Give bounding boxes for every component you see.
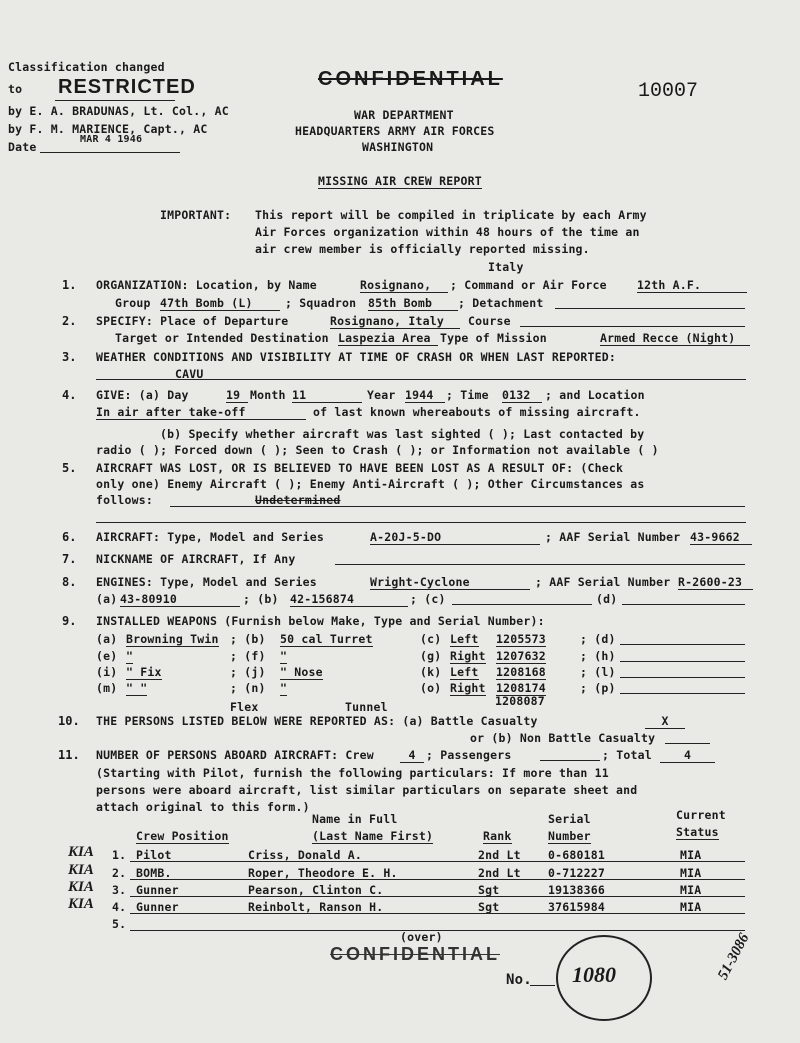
- item-3-number: 3.: [62, 350, 77, 364]
- item-7-number: 7.: [62, 552, 77, 566]
- important-line-2: Air Forces organization within 48 hours of the time an: [255, 225, 640, 239]
- aircraft-label: AIRCRAFT: Type, Model and Series: [96, 530, 324, 544]
- lost-line-2: only one) Enemy Aircraft ( ); Enemy Anti-Aircraft ( ); Other Circumstances as: [96, 477, 645, 491]
- number-label: No.: [506, 972, 532, 988]
- weapon-slot-label: ; (d): [580, 632, 616, 646]
- crew-status: MIA: [680, 883, 702, 897]
- over-note: (over): [400, 930, 443, 944]
- weapon-slot-label: (c): [420, 632, 442, 646]
- kia-mark: KIA: [68, 862, 94, 878]
- changed-by-2: by F. M. MARIENCE, Capt., AC: [8, 122, 208, 136]
- header-serial-2: Number: [548, 829, 591, 843]
- engine-d-label: (d): [596, 592, 618, 606]
- specify-label: SPECIFY: Place of Departure: [96, 314, 289, 328]
- time-value: 0132: [502, 388, 542, 403]
- squadron-label: ; Squadron: [285, 296, 357, 310]
- weapon-tunnel-note: Tunnel: [345, 700, 388, 714]
- header-crew-position: Crew Position: [136, 829, 229, 843]
- to-label: to: [8, 82, 23, 96]
- crew-name: Roper, Theodore E. H.: [248, 866, 398, 880]
- circled-number: 1080: [572, 962, 616, 987]
- mission-type-label: Type of Mission: [440, 331, 547, 345]
- engine-serial-label: ; AAF Serial Number: [535, 575, 671, 589]
- time-label: ; Time: [446, 388, 489, 402]
- confidential-bottom-stamp: CONFIDENTIAL: [330, 944, 500, 964]
- crew-position: Gunner: [136, 883, 179, 897]
- year-value: 1944: [405, 388, 445, 403]
- lost-line-3: follows:: [96, 493, 153, 507]
- weapon-make: Browning Twin: [126, 632, 219, 646]
- command-value: 12th A.F.: [637, 278, 747, 293]
- crew-name: Criss, Donald A.: [248, 848, 362, 862]
- row-number: 1.: [112, 848, 127, 862]
- weapon-make: " ": [126, 681, 148, 695]
- item-9-number: 9.: [62, 614, 77, 628]
- header-status-1: Current: [676, 808, 726, 822]
- header-rank: Rank: [483, 829, 512, 843]
- crew-status: MIA: [680, 848, 702, 862]
- starting-line-3: attach original to this form.): [96, 800, 310, 814]
- crew-serial: 19138366: [548, 883, 605, 897]
- important-label: IMPORTANT:: [160, 208, 232, 222]
- weapon-side: Left: [450, 632, 479, 646]
- side-handwritten-note: 51-3086: [715, 930, 753, 983]
- weapon-slot-label: (i): [96, 665, 118, 679]
- weapon-make: ": [126, 649, 134, 663]
- command-label: ; Command or Air Force: [450, 278, 607, 292]
- item-11-number: 11.: [58, 748, 80, 762]
- crew-rank: Sgt: [478, 883, 500, 897]
- persons-reported-label: THE PERSONS LISTED BELOW WERE REPORTED AS: (a) Battle Casualty: [96, 714, 538, 728]
- target-value: Laspezia Area: [338, 331, 438, 346]
- restricted-stamp: RESTRICTED: [58, 76, 196, 98]
- changed-by-1: by E. A. BRADUNAS, Lt. Col., AC: [8, 104, 229, 118]
- important-line-3: air crew member is officially reported missing.: [255, 242, 590, 256]
- weapon-slot-label: ; (f): [230, 649, 266, 663]
- kia-mark: KIA: [68, 896, 94, 912]
- starting-line-1: (Starting with Pilot, furnish the following particulars: If more than 11: [96, 766, 609, 780]
- weapon-slot-label: (o): [420, 681, 442, 695]
- weapon-slot-label: ; (j): [230, 665, 266, 679]
- weapon-serial: 1205573: [496, 632, 546, 646]
- weapon-serial: 1208174: [496, 681, 546, 695]
- weapon-slot-label: (k): [420, 665, 442, 679]
- crew-status: MIA: [680, 900, 702, 914]
- engine-b-label: ; (b): [243, 592, 279, 606]
- day-value: 19: [226, 388, 248, 403]
- weapon-slot-label: ; (l): [580, 665, 616, 679]
- course-label: Course: [468, 314, 511, 328]
- weapon-slot-label: ; (h): [580, 649, 616, 663]
- row-number: 4.: [112, 900, 127, 914]
- row-number: 5.: [112, 917, 127, 931]
- crew-name: Pearson, Clinton C.: [248, 883, 384, 897]
- kia-mark: KIA: [68, 844, 94, 860]
- engines-value: Wright-Cyclone: [370, 575, 530, 590]
- crew-count: 4: [400, 748, 424, 763]
- battle-casualty-mark: X: [645, 714, 685, 729]
- in-air-value: In air after take-off: [96, 405, 306, 420]
- month-label: Month: [250, 388, 286, 402]
- weapon-extra-serial: 1208087: [495, 694, 545, 708]
- report-title: MISSING AIR CREW REPORT: [318, 174, 482, 188]
- header-name-1: Name in Full: [312, 812, 398, 826]
- lost-value: Undetermined: [255, 493, 341, 507]
- crew-serial: 37615984: [548, 900, 605, 914]
- aircraft-value: A-20J-5-DO: [370, 530, 540, 545]
- total-label: ; Total: [602, 748, 652, 762]
- crew-rank: Sgt: [478, 900, 500, 914]
- crew-position: Gunner: [136, 900, 179, 914]
- b-specify-line-1: (b) Specify whether aircraft was last sighted ( ); Last contacted by: [160, 427, 645, 441]
- starting-line-2: persons were aboard aircraft, list similar particulars on separate sheet and: [96, 783, 638, 797]
- weapon-slot-label: ; (p): [580, 681, 616, 695]
- weapon-slot-label: (a): [96, 632, 118, 646]
- crew-position: Pilot: [136, 848, 172, 862]
- month-value: 11: [292, 388, 362, 403]
- item-10-number: 10.: [58, 714, 80, 728]
- weapon-slot-label: ; (b): [230, 632, 266, 646]
- weapon-side: Left: [450, 665, 479, 679]
- weapon-slot-label: (g): [420, 649, 442, 663]
- kia-mark: KIA: [68, 879, 94, 895]
- crew-position: BOMB.: [136, 866, 172, 880]
- engine-b-value: 42-156874: [290, 592, 408, 607]
- date-label: Date: [8, 140, 37, 154]
- group-label: Group: [115, 296, 151, 310]
- location-country: Italy: [488, 260, 524, 274]
- date-value: MAR 4 1946: [80, 134, 143, 145]
- weapons-label: INSTALLED WEAPONS (Furnish below Make, Type and Serial Number):: [96, 614, 545, 628]
- crew-status: MIA: [680, 866, 702, 880]
- number-persons-label: NUMBER OF PERSONS ABOARD AIRCRAFT: Crew: [96, 748, 374, 762]
- weapon-side: Right: [450, 649, 486, 663]
- last-known-label: of last known whereabouts of missing aircraft.: [313, 405, 641, 419]
- weapon-flex-note: Flex: [230, 700, 259, 714]
- departure-value: Rosignano, Italy: [330, 314, 460, 329]
- aaf-serial-value: 43-9662: [690, 530, 752, 545]
- aaf-serial-label: ; AAF Serial Number: [545, 530, 681, 544]
- item-6-number: 6.: [62, 530, 77, 544]
- row-number: 3.: [112, 883, 127, 897]
- engine-c-label: ; (c): [410, 592, 446, 606]
- engine-a-value: 43-80910: [120, 592, 240, 607]
- crew-name: Reinbolt, Ranson H.: [248, 900, 384, 914]
- weapon-type: " Nose: [280, 665, 323, 679]
- item-8-number: 8.: [62, 575, 77, 589]
- year-label: Year: [367, 388, 396, 402]
- total-count: 4: [660, 748, 715, 763]
- target-label: Target or Intended Destination: [115, 331, 329, 345]
- item-5-number: 5.: [62, 461, 77, 475]
- lost-line-1: AIRCRAFT WAS LOST, OR IS BELIEVED TO HAVE BEEN LOST AS A RESULT OF: (Check: [96, 461, 624, 475]
- give-day-label: GIVE: (a) Day: [96, 388, 189, 402]
- detachment-label: ; Detachment: [458, 296, 544, 310]
- weapon-slot-label: (e): [96, 649, 118, 663]
- weapon-type: 50 cal Turret: [280, 632, 373, 646]
- and-location-label: ; and Location: [545, 388, 645, 402]
- weapon-make: " Fix: [126, 665, 162, 679]
- header-serial-1: Serial: [548, 812, 591, 826]
- crew-rank: 2nd Lt: [478, 866, 521, 880]
- crew-rank: 2nd Lt: [478, 848, 521, 862]
- passengers-label: ; Passengers: [426, 748, 512, 762]
- header-name-2: (Last Name First): [312, 829, 434, 843]
- weapon-slot-label: ; (n): [230, 681, 266, 695]
- item-2-number: 2.: [62, 314, 77, 328]
- weapon-serial: 1207632: [496, 649, 546, 663]
- engine-a-label: (a): [96, 592, 118, 606]
- report-number: 10007: [638, 80, 699, 103]
- organization-label: ORGANIZATION: Location, by Name: [96, 278, 317, 292]
- washington: WASHINGTON: [362, 140, 434, 154]
- location-value: Rosignano,: [360, 278, 448, 293]
- engine-serial-value: R-2600-23: [678, 575, 753, 590]
- squadron-value: 85th Bomb: [368, 296, 458, 311]
- weapon-type: ": [280, 649, 288, 663]
- weapon-serial: 1208168: [496, 665, 546, 679]
- important-line-1: This report will be compiled in triplicate by each Army: [255, 208, 647, 222]
- header-status-2: Status: [676, 825, 719, 839]
- hq-army-air-forces: HEADQUARTERS ARMY AIR FORCES: [295, 124, 495, 138]
- classification-changed: Classification changed: [8, 60, 165, 74]
- weather-label: WEATHER CONDITIONS AND VISIBILITY AT TIME OF CRASH OR WHEN LAST REPORTED:: [96, 350, 617, 364]
- group-value: 47th Bomb (L): [160, 296, 280, 311]
- b-specify-line-2: radio ( ); Forced down ( ); Seen to Crash ( ); or Information not available ( ): [96, 443, 659, 457]
- row-number: 2.: [112, 866, 127, 880]
- crew-serial: 0-712227: [548, 866, 605, 880]
- weather-value: CAVU: [175, 367, 204, 381]
- mission-type-value: Armed Recce (Night): [600, 331, 750, 346]
- weapon-slot-label: (m): [96, 681, 118, 695]
- war-department: WAR DEPARTMENT: [354, 108, 454, 122]
- weapon-side: Right: [450, 681, 486, 695]
- item-4-number: 4.: [62, 388, 77, 402]
- nickname-label: NICKNAME OF AIRCRAFT, If Any: [96, 552, 296, 566]
- item-1-number: 1.: [62, 278, 77, 292]
- non-battle-label: or (b) Non Battle Casualty: [470, 731, 656, 745]
- crew-serial: 0-680181: [548, 848, 605, 862]
- confidential-top-stamp: CONFIDENTIAL: [318, 68, 503, 90]
- engines-label: ENGINES: Type, Model and Series: [96, 575, 317, 589]
- weapon-type: ": [280, 681, 288, 695]
